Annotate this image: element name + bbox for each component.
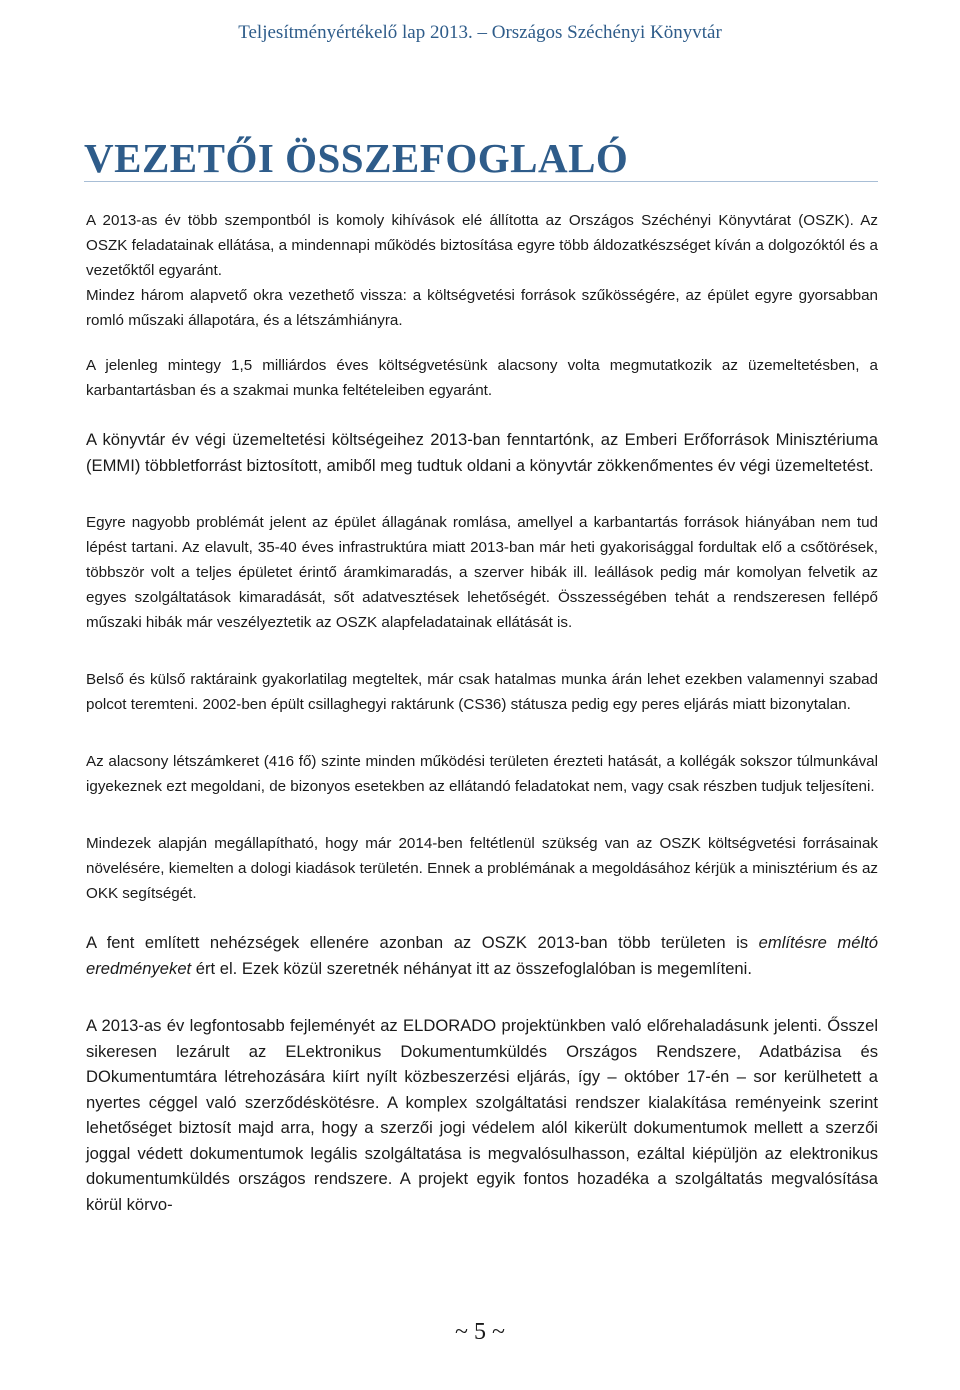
paragraph-conclusion: Mindezek alapján megállapítható, hogy már 2014-ben feltétlenül szükség van az OSZK költségvetési forrásainak növelésére, kiemelten a dologi kiadások területén. Ennek a problémának a megoldásához kérjük a minisztérium és az OKK segítségét.	[86, 835, 878, 902]
title-divider	[84, 181, 878, 182]
paragraph-emmi-funding: A könyvtár év végi üzemeltetési költségeihez 2013-ban fenntartónk, az Emberi Erőforrások Minisztériuma (EMMI) többletforrást biztosított, amiből meg tudtuk oldani a könyvtár zökkenőmentes év végi üzemeltetést.	[86, 430, 878, 475]
achievements-text-after: ért el. Ezek közül szeretnék néhányat itt az összefoglalóban is megemlíteni.	[191, 958, 752, 978]
achievements-text-before: A fent említett nehézségek ellenére azonban az OSZK 2013-ban több területen is	[86, 933, 759, 952]
paragraph-causes: Mindez három alapvető okra vezethető vissza: a költségvetési források szűkösségére, az épület egyre gyorsabban romló műszaki állapotára, és a létszámhiányra.	[86, 287, 878, 329]
paragraph-building-condition: Egyre nagyobb problémát jelent az épület állagának romlása, amellyel a karbantartás források hiányában nem tud lépést tartani. Az elavult, 35-40 éves infrastruktúra miatt 2013-ban már heti gyakorisággal fordultak elő a csőtörések, többször volt a teljes épületet érintő áramkimaradás, a szerver hibák ill. leállások pedig már komolyan felvetik az egyes szolgáltatások kimaradását, sőt adatvesztések lehetőségét. Összességében tehát a rendszeresen fellépő műszaki hibák már veszélyeztetik az OSZK alapfeladatainak ellátását is.	[86, 514, 878, 631]
achievements-emphasis: említésre méltó eredményeket	[86, 933, 878, 978]
document-body	[86, 208, 878, 1217]
page-title: VEZETŐI ÖSSZEFOGLALÓ	[84, 135, 629, 181]
paragraph-achievements	[86, 930, 878, 981]
page-number: ~ 5 ~	[455, 1319, 505, 1345]
paragraph-intro: A 2013-as év több szempontból is komoly kihívások elé állította az Országos Széchényi Könyvtárat (OSZK). Az OSZK feladatainak ellátása, a mindennapi működés biztosítása egyre több áldozatkészséget kíván a dolgozóktól és a vezetőktől egyaránt.	[86, 212, 878, 279]
paragraph-staffing: Az alacsony létszámkeret (416 fő) szinte minden működési területen érezteti hatását, a kollégák sokszor túlmunkával igyekeznek ezt megoldani, de bizonyos esetekben az ellátandó feladatokat nem, vagy csak részben tudjuk teljesíteni.	[86, 753, 878, 795]
paragraph-budget: A jelenleg mintegy 1,5 milliárdos éves költségvetésünk alacsony volta megmutatkozik az üzemeltetésben, a karbantartásban és a szakmai munka feltételeiben egyaránt.	[86, 357, 878, 399]
running-header: Teljesítményértékelő lap 2013. – Országos Széchényi Könyvtár	[238, 22, 722, 43]
paragraph-storage: Belső és külső raktáraink gyakorlatilag megteltek, már csak hatalmas munka árán lehet ezekben valamennyi szabad polcot teremteni. 2002-ben épült csillaghegyi raktárunk (CS36) státusza pedig egy peres eljárás miatt bizonytalan.	[86, 671, 878, 713]
paragraph-eldorado: A 2013-as év legfontosabb fejleményét az ELDORADO projektünkben való előrehaladásunk jelenti. Ősszel sikeresen lezárult az ELektronikus Dokumentumküldés Országos Rendszere, Adatbázisa és DOkumentumtára létrehozására kiírt nyílt közbeszerzési eljárás, így – október 17-én – sor kerülhetett a nyertes céggel való szerződéskötésre. A komplex szolgáltatási rendszer kialakítása reményeink szerint lehetőséget biztosít majd arra, hogy a szerzői jogi védelem alól kikerült dokumentumok mellett a szerzői joggal védett dokumentumok legális szolgáltatása is megvalósulhasson, ezáltal kiépüljön az elektronikus dokumentumküldés országos rendszere. A projekt egyik fontos hozadéka a szolgáltatás megvalósítása körül körvo-	[86, 1016, 878, 1214]
